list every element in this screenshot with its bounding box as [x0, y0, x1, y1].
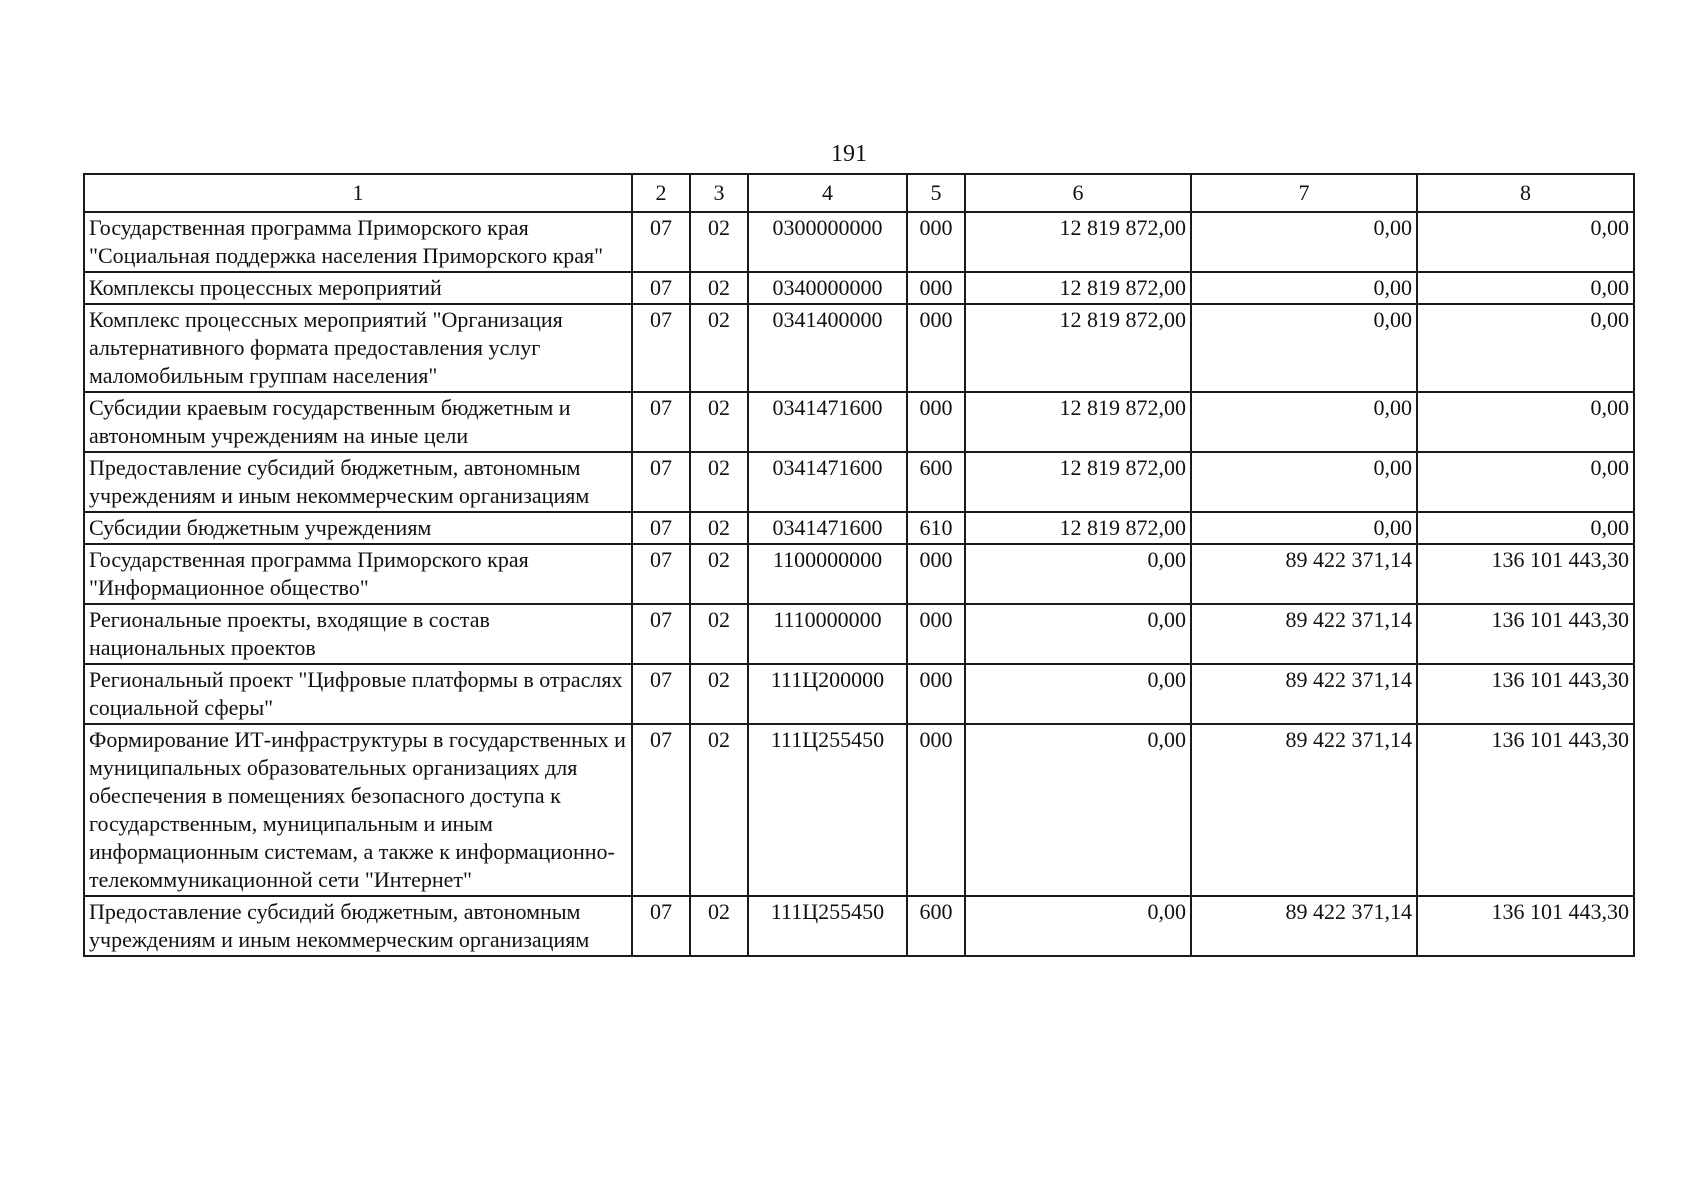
amount-col7-cell: 89 422 371,14 [1191, 604, 1417, 664]
amount-col7-cell: 0,00 [1191, 452, 1417, 512]
amount-col8-cell: 136 101 443,30 [1417, 896, 1634, 956]
row-name-cell: Комплекс процессных мероприятий "Организация альтернативного формата предоставления услуг маломобильным группам населения" [84, 304, 632, 392]
table-row [84, 544, 1634, 604]
header-row [84, 174, 1634, 212]
subsection-code-cell: 02 [690, 392, 748, 452]
target-article-cell: 0300000000 [748, 212, 907, 272]
amount-col7-cell: 0,00 [1191, 212, 1417, 272]
column-header: 8 [1417, 174, 1634, 212]
row-name-cell: Государственная программа Приморского края "Социальная поддержка населения Приморского края" [84, 212, 632, 272]
amount-col6-cell: 0,00 [965, 664, 1191, 724]
amount-col7-cell: 89 422 371,14 [1191, 664, 1417, 724]
subsection-code-cell: 02 [690, 512, 748, 544]
amount-col7-cell: 0,00 [1191, 304, 1417, 392]
subsection-code-cell: 02 [690, 604, 748, 664]
expense-type-cell: 000 [907, 664, 965, 724]
expense-type-cell: 000 [907, 212, 965, 272]
table-row [84, 664, 1634, 724]
subsection-code-cell: 02 [690, 724, 748, 896]
amount-col8-cell: 136 101 443,30 [1417, 664, 1634, 724]
amount-col6-cell: 12 819 872,00 [965, 272, 1191, 304]
row-name-cell: Предоставление субсидий бюджетным, автономным учреждениям и иным некоммерческим организациям [84, 896, 632, 956]
target-article-cell: 1100000000 [748, 544, 907, 604]
expense-type-cell: 600 [907, 896, 965, 956]
section-code-cell: 07 [632, 512, 690, 544]
amount-col6-cell: 12 819 872,00 [965, 304, 1191, 392]
table-row [84, 212, 1634, 272]
section-code-cell: 07 [632, 544, 690, 604]
column-header: 5 [907, 174, 965, 212]
row-name-cell: Субсидии бюджетным учреждениям [84, 512, 632, 544]
expense-type-cell: 600 [907, 452, 965, 512]
amount-col7-cell: 0,00 [1191, 392, 1417, 452]
table-row [84, 272, 1634, 304]
amount-col7-cell: 89 422 371,14 [1191, 896, 1417, 956]
section-code-cell: 07 [632, 272, 690, 304]
amount-col8-cell: 0,00 [1417, 452, 1634, 512]
column-header: 1 [84, 174, 632, 212]
row-name-cell: Государственная программа Приморского края "Информационное общество" [84, 544, 632, 604]
target-article-cell: 0340000000 [748, 272, 907, 304]
expense-type-cell: 610 [907, 512, 965, 544]
row-name-cell: Формирование ИТ-инфраструктуры в государственных и муниципальных образовательных организациях для обеспечения в помещениях безопасного доступа к государственным, муниципальным и иным информационным системам, а также к информационно-телекоммуникационной сети "Интернет" [84, 724, 632, 896]
table-row [84, 512, 1634, 544]
amount-col8-cell: 136 101 443,30 [1417, 544, 1634, 604]
subsection-code-cell: 02 [690, 544, 748, 604]
expense-type-cell: 000 [907, 304, 965, 392]
table-row [84, 896, 1634, 956]
column-header: 7 [1191, 174, 1417, 212]
amount-col8-cell: 0,00 [1417, 212, 1634, 272]
page-number: 191 [831, 141, 867, 167]
column-header: 2 [632, 174, 690, 212]
section-code-cell: 07 [632, 896, 690, 956]
amount-col6-cell: 12 819 872,00 [965, 392, 1191, 452]
amount-col8-cell: 0,00 [1417, 304, 1634, 392]
subsection-code-cell: 02 [690, 272, 748, 304]
target-article-cell: 111Ц200000 [748, 664, 907, 724]
amount-col6-cell: 12 819 872,00 [965, 452, 1191, 512]
row-name-cell: Региональный проект "Цифровые платформы в отраслях социальной сферы" [84, 664, 632, 724]
amount-col6-cell: 0,00 [965, 604, 1191, 664]
target-article-cell: 111Ц255450 [748, 896, 907, 956]
expense-type-cell: 000 [907, 604, 965, 664]
row-name-cell: Предоставление субсидий бюджетным, автономным учреждениям и иным некоммерческим организациям [84, 452, 632, 512]
amount-col7-cell: 89 422 371,14 [1191, 544, 1417, 604]
row-name-cell: Комплексы процессных мероприятий [84, 272, 632, 304]
amount-col7-cell: 89 422 371,14 [1191, 724, 1417, 896]
expense-type-cell: 000 [907, 724, 965, 896]
subsection-code-cell: 02 [690, 304, 748, 392]
column-header: 3 [690, 174, 748, 212]
amount-col8-cell: 136 101 443,30 [1417, 604, 1634, 664]
amount-col7-cell: 0,00 [1191, 272, 1417, 304]
expense-type-cell: 000 [907, 544, 965, 604]
subsection-code-cell: 02 [690, 896, 748, 956]
subsection-code-cell: 02 [690, 664, 748, 724]
column-header: 6 [965, 174, 1191, 212]
section-code-cell: 07 [632, 212, 690, 272]
target-article-cell: 0341471600 [748, 392, 907, 452]
amount-col8-cell: 0,00 [1417, 272, 1634, 304]
row-name-cell: Региональные проекты, входящие в состав национальных проектов [84, 604, 632, 664]
target-article-cell: 1110000000 [748, 604, 907, 664]
section-code-cell: 07 [632, 724, 690, 896]
amount-col6-cell: 0,00 [965, 724, 1191, 896]
budget-table [83, 173, 1635, 957]
section-code-cell: 07 [632, 604, 690, 664]
target-article-cell: 0341400000 [748, 304, 907, 392]
table-row [84, 392, 1634, 452]
row-name-cell: Субсидии краевым государственным бюджетным и автономным учреждениям на иные цели [84, 392, 632, 452]
table-row [84, 724, 1634, 896]
target-article-cell: 111Ц255450 [748, 724, 907, 896]
target-article-cell: 0341471600 [748, 512, 907, 544]
table-row [84, 452, 1634, 512]
target-article-cell: 0341471600 [748, 452, 907, 512]
amount-col8-cell: 136 101 443,30 [1417, 724, 1634, 896]
expense-type-cell: 000 [907, 392, 965, 452]
section-code-cell: 07 [632, 304, 690, 392]
section-code-cell: 07 [632, 664, 690, 724]
amount-col8-cell: 0,00 [1417, 392, 1634, 452]
section-code-cell: 07 [632, 452, 690, 512]
amount-col6-cell: 0,00 [965, 896, 1191, 956]
expense-type-cell: 000 [907, 272, 965, 304]
amount-col6-cell: 0,00 [965, 544, 1191, 604]
subsection-code-cell: 02 [690, 212, 748, 272]
column-header: 4 [748, 174, 907, 212]
table-row [84, 304, 1634, 392]
amount-col8-cell: 0,00 [1417, 512, 1634, 544]
subsection-code-cell: 02 [690, 452, 748, 512]
section-code-cell: 07 [632, 392, 690, 452]
table-row [84, 604, 1634, 664]
amount-col7-cell: 0,00 [1191, 512, 1417, 544]
amount-col6-cell: 12 819 872,00 [965, 512, 1191, 544]
amount-col6-cell: 12 819 872,00 [965, 212, 1191, 272]
